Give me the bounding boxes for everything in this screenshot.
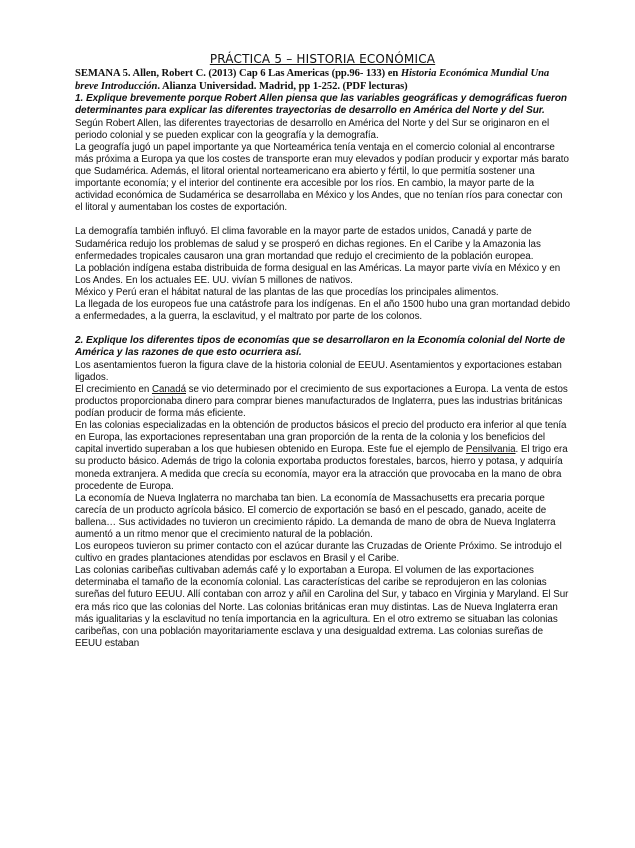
answer-2-paragraph: La economía de Nueva Inglaterra no marchaba tan bien. La economía de Massachusetts era precaria porque carecía de un producto agrícola básico. El comercio de exportación se basó en el pescado, ganado, aceite de ballena… Sus actividades no tuvieron un crecimiento rápido. La demanda de mano de obra de Nueva Inglaterra aumentó a un ritmo menor que el crecimiento natural de la población. (75, 492, 556, 540)
answer-1-paragraph: La llegada de los europeos fue una catástrofe para los indígenas. En el año 1500 hubo una gran mortandad debido a enfermedades, a la guerra, la esclavitud, y el maltrato por parte de los colonos. (75, 299, 571, 323)
answer-2-paragraph (75, 384, 570, 420)
answer-1-paragraph: La geografía jugó un papel importante ya que Norteamérica tenía ventaja en el comercio colonial al encontrarse más próxima a Europa ya que los costes de transporte eran muy elevados y podían producir y exportar más barato que Sudamérica. Además, el litoral oriental norteamericano era abierto y fértil, lo que permitía sostener una importante economía; y el interior del continente era accesible por los ríos. En cambio, la mayor parte de la actividad económica de Sudamérica se desarrollaba en México y los Andes, que no tenían ríos para conectar con el litoral y aumentaban los costes de exportación. (75, 141, 569, 214)
reference-lead: SEMANA 5. Allen, Robert C. (2013) Cap 6 Las Americas (pp.96- 133) en (75, 68, 401, 79)
answer-1-paragraph: La demografía también influyó. El clima favorable en la mayor parte de estados unidos, Canadá y parte de Sudamérica redujo los problemas de salud y se prosperó en dichas regiones. En el Caribe y la Amazonia las enfermedades tropicales causaron una gran mortandad que redujo el crecimiento de la población europea. (75, 226, 541, 262)
answer-1-paragraph: Según Robert Allen, las diferentes trayectorias de desarrollo en América del Norte y del Sur se originaron en el periodo colonial y se pueden explicar con la geografía y la demografía. (75, 117, 550, 141)
answer-2-text: En las colonias especializadas en la obtención de productos básicos el precio del producto era inferior al que tenía en Europa, las exportaciones representaban una gran proporción de la renta de la colonia y los beneficios del capital invertido superaban a los que hubiesen obtenido en Europa. Este fue el ejemplo de (75, 420, 567, 456)
answer-2-paragraph (75, 420, 570, 493)
answer-1-paragraph: La población indígena estaba distribuida de forma desigual en las Américas. La mayor parte vivía en México y en Los Andes. En los actuales EE. UU. vivían 5 millones de nativos. (75, 262, 561, 286)
answer-2-text: . El trigo era su producto básico. Además de trigo la colonia exportaba productos forestales, barcos, hierro y potasa, y adquiría moneda extranjera. A medida que crecía su economía, mayor era la atracción que provocaba en la mano de obra procedente de Europa. (75, 444, 568, 492)
document-page (75, 52, 570, 650)
canada-link[interactable]: Canadá (151, 383, 186, 395)
answer-2-text: El crecimiento en (75, 383, 152, 395)
question-1: 1. Explique brevemente porque Robert Allen piensa que las variables geográficas y demográficas fueron determinantes para explicar las diferentes trayectorias de desarrollo en América del Norte y del Sur. (75, 93, 567, 117)
pensilvania-link[interactable]: Pensilvania (465, 444, 516, 456)
question-2: 2. Explique los diferentes tipos de economías que se desarrollaron en la Economía colonial del Norte de América y las razones de que esto ocurriera así. (75, 335, 565, 359)
answer-1-paragraph: México y Perú eran el hábitat natural de las plantas de las que procedías los principales alimentos. (75, 286, 499, 298)
paragraph-spacer (75, 214, 570, 226)
answer-2-paragraph: Los europeos tuvieron su primer contacto con el azúcar durante las Cruzadas de Oriente Próximo. Se introdujo el cultivo en grades plantaciones atendidas por esclavos en Brasil y el Caribe. (75, 541, 562, 565)
reading-reference (75, 68, 570, 93)
reference-tail: . Alianza Universidad. Madrid, pp 1-252. (PDF lecturas) (157, 80, 408, 92)
paragraph-spacer (75, 323, 570, 335)
page-title: PRÁCTICA 5 – HISTORIA ECONÓMICA (209, 52, 436, 66)
answer-2-paragraph: Las colonias caribeñas cultivaban además café y lo exportaban a Europa. El volumen de las exportaciones determinaba el tamaño de la economía colonial. Las características del caribe se reprodujeron en las colonias sureñas del futuro EEUU. Allí contaban con arroz y añil en Carolina del Sur, y tabaco en Virginia y Maryland. El Sur era más rico que las colonias del Norte. Las colonias británicas eran muy distintas. Las de Nueva Inglaterra eran más igualitarias y la esclavitud no tenía importancia en la agricultura. En el otro extremo se situaban las colonias caribeñas, con una población mayoritariamente esclava y una desigualdad extrema. Las colonias sureñas de EEUU estaban (75, 565, 569, 649)
reference-book-title: Historia Económica Mundial Una breve Introducción (75, 68, 550, 92)
answer-2-paragraph: Los asentamientos fueron la figura clave de la historia colonial de EEUU. Asentamientos y exportaciones estaban ligados. (75, 359, 562, 383)
answer-2-text: se vio determinado por el crecimiento de sus exportaciones a Europa. La venta de estos productos proporcionaba dinero para comprar bienes manufacturados de Inglaterra, pues las industrias británicas podían producir de forma más eficiente. (75, 383, 568, 420)
